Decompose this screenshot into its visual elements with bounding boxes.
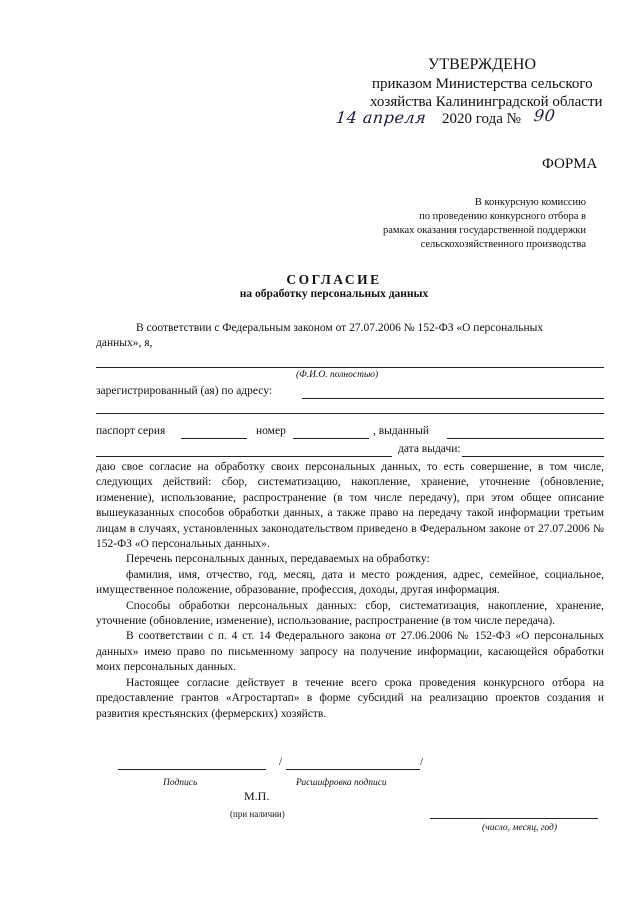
fio-field-line[interactable] xyxy=(96,367,604,368)
addressee-line: сельскохозяйственного производства xyxy=(420,239,586,250)
addressee-line: В конкурсную комиссию xyxy=(474,197,586,208)
address-field-line-2[interactable] xyxy=(96,413,604,414)
consent-body xyxy=(96,460,604,722)
signature-field-line[interactable] xyxy=(118,769,266,770)
intro-line-1: В соответствии с Федеральным законом от 27.07.2006 № 152-ФЗ «О персональных xyxy=(136,322,544,334)
form-label: ФОРМА xyxy=(542,156,598,172)
methods-paragraph: Способы обработки персональных данных: сбор, систематизация, накопление, хранение, уточнение (обновление, изменение), использование, распространение (в том числе передача). xyxy=(96,599,604,628)
passport-issued-label: , выданный xyxy=(373,425,430,437)
approved-line-2: хозяйства Калининградской области xyxy=(370,94,603,110)
withdrawal-paragraph: В соответствии с п. 4 ст. 14 Федерального закона от 27.06.2006 № 152-ФЗ «О персональных данных» имею право по письменному запросу на получение информации, касающейся обработки моих персональных данных. xyxy=(96,630,604,674)
signature-separator-right: / xyxy=(420,756,424,768)
passport-issued-field[interactable] xyxy=(447,438,604,439)
approved-heading: УТВЕРЖДЕНО xyxy=(428,56,537,73)
date-label: (число, месяц, год) xyxy=(482,823,558,833)
validity-paragraph: Настоящее согласие действует в течение всего срока проведения конкурсного отбора на предоставление грантов «Агростартап» в форме субсидий на реализацию проектов создания и развития крестьянских (фермерских) хозяйств. xyxy=(96,676,604,720)
address-label: зарегистрированный (ая) по адресу: xyxy=(96,385,273,397)
approved-year: 2020 года № xyxy=(442,111,521,127)
intro-line-2: данных», я, xyxy=(96,337,153,349)
document-subtitle: на обработку персональных данных xyxy=(239,288,429,300)
data-list-heading: Перечень персональных данных, передаваемых на обработку: xyxy=(126,553,430,566)
handwritten-date: 14 апреля xyxy=(335,108,428,127)
stamp-note: (при наличии) xyxy=(230,809,285,819)
passport-series-field[interactable] xyxy=(181,438,247,439)
signature-separator-left: / xyxy=(279,756,283,768)
address-field-line[interactable] xyxy=(302,398,604,399)
fio-hint: (Ф.И.О. полностью) xyxy=(296,370,379,380)
issued-by-field-line[interactable] xyxy=(96,456,392,457)
passport-number-field[interactable] xyxy=(293,438,369,439)
signature-decode-label: Расшифровка подписи xyxy=(296,778,387,788)
stamp-label: М.П. xyxy=(244,789,270,803)
addressee-line: по проведению конкурсного отбора в xyxy=(419,211,586,222)
signature-label: Подпись xyxy=(163,778,198,788)
addressee-line: рамках оказания государственной поддержки xyxy=(383,225,586,236)
document-title: СОГЛАСИЕ xyxy=(286,272,382,287)
signature-decode-field-line[interactable] xyxy=(286,769,420,770)
addressee-block xyxy=(383,196,586,252)
handwritten-number: 90 xyxy=(533,106,557,125)
issue-date-label: дата выдачи: xyxy=(398,443,461,455)
passport-series-label: паспорт серия xyxy=(96,425,166,437)
consent-paragraph: даю свое согласие на обработку своих персональных данных, то есть совершение, в том числе, следующих действий: сбор, систематизацию, накопление, хранение, уточнение (обновление, изменение), использование, распространение (в том числе передачу), при этом общее описание вышеуказанных способов обработки данных, а также право на передачу такой информации третьим лицам в случаях, установленных законодательством приведено в Федеральном законе от 27.07.2006 № 152-ФЗ «О персональных данных». xyxy=(96,461,604,551)
passport-number-label: номер xyxy=(256,425,286,437)
issue-date-field[interactable] xyxy=(462,456,604,457)
date-field-line[interactable] xyxy=(430,818,598,819)
data-list-paragraph: фамилия, имя, отчество, год, месяц, дата и место рождения, адрес, семейное, социальное, имущественное положение, образование, профессия, доходы, другая информация. xyxy=(96,568,604,597)
approved-line-1: приказом Министерства сельского xyxy=(372,76,593,92)
